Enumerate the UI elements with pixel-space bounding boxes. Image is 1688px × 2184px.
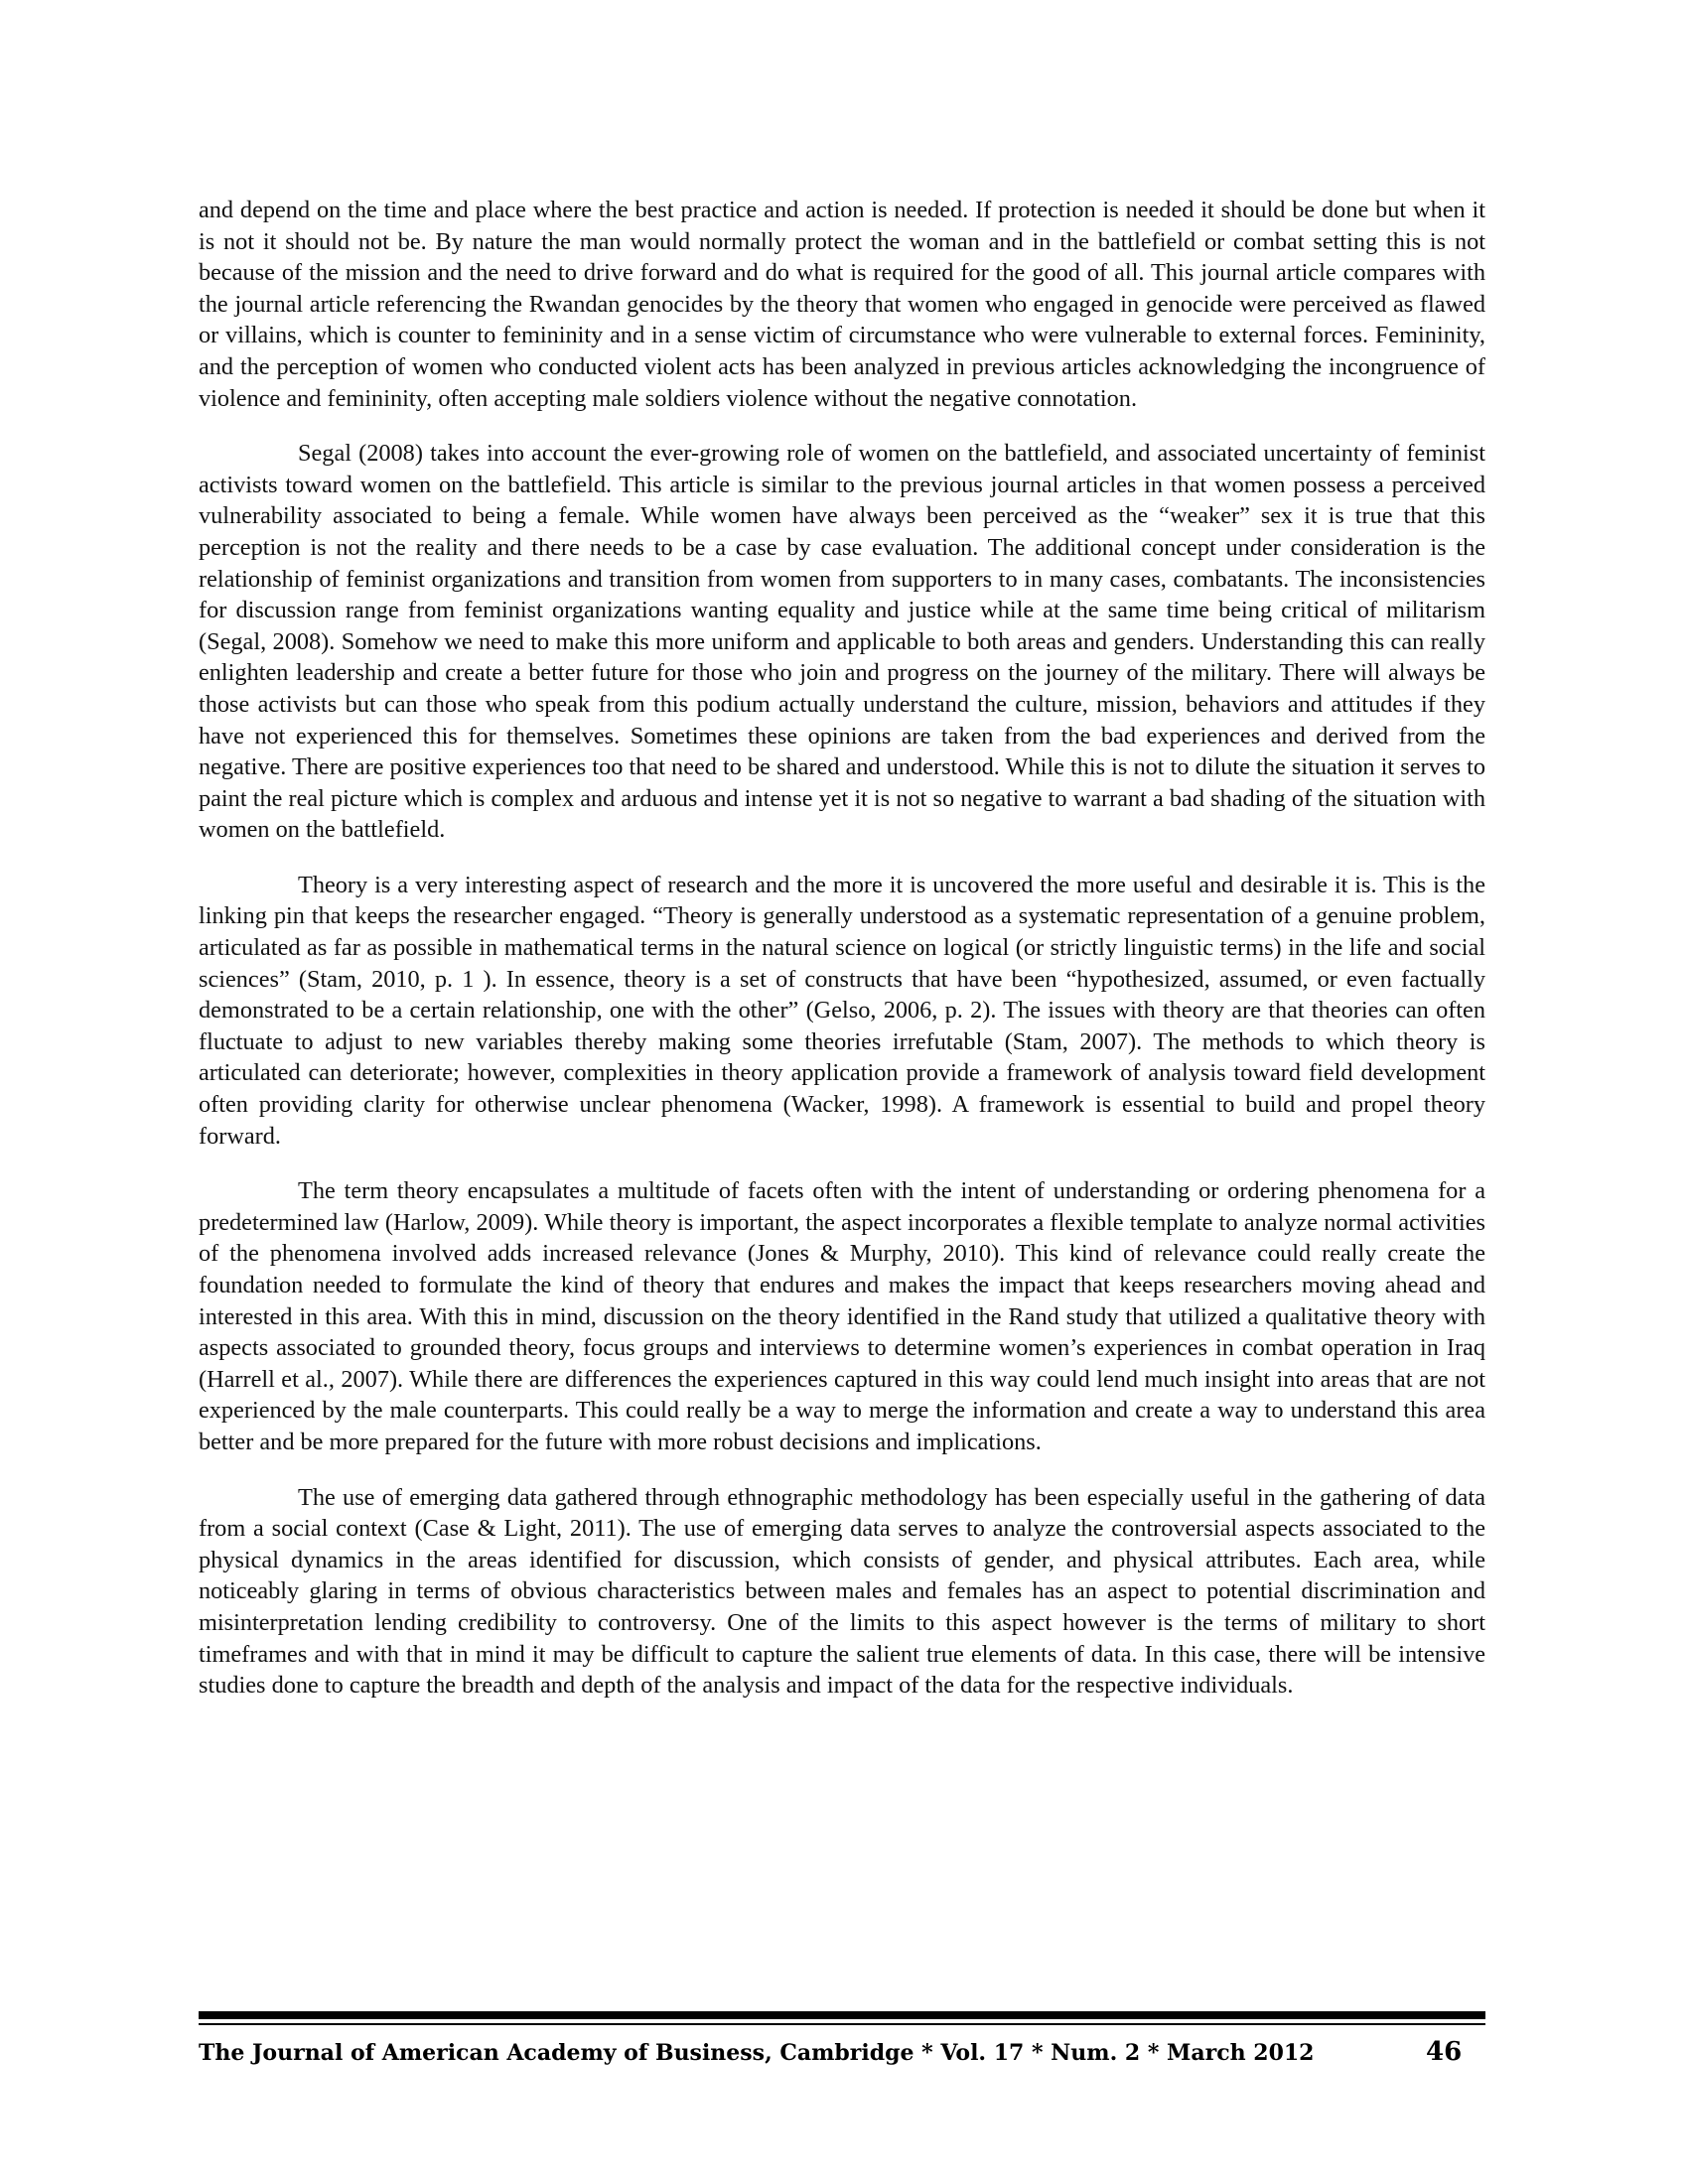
article-body: [199, 195, 1485, 1725]
paragraph-theory: Theory is a very interesting aspect of research and the more it is uncovered the more useful and desirable it is. This is the linking pin that keeps the researcher engaged. “Theory is generally understood as a systematic representation of a genuine problem, articulated as far as possible in mathematical terms in the natural science on logical (or strictly linguistic terms) in the life and social sciences” (Stam, 2010, p. 1 ). In essence, theory is a set of constructs that have been “hypothesized, assumed, or even factually demonstrated to be a certain relationship, one with the other” (Gelso, 2006, p. 2). The issues with theory are that theories can often fluctuate to adjust to new variables thereby making some theories irrefutable (Stam, 2007). The methods to which theory is articulated can deteriorate; however, complexities in theory application provide a framework of analysis toward field development often providing clarity for otherwise unclear phenomena (Wacker, 1998). A framework is essential to build and propel theory forward.: [199, 871, 1485, 1150]
footer-rule-thick: [199, 2011, 1485, 2019]
paragraph-segal: Segal (2008) takes into account the ever-growing role of women on the battlefield, and associated uncertainty of feminist activists toward women on the battlefield. This article is similar to the previous journal articles in that women possess a perceived vulnerability associated to being a female. While women have always been perceived as the “weaker” sex it is true that this perception is not the reality and there needs to be a case by case evaluation. The additional concept under consideration is the relationship of feminist organizations and transition from women from supporters to in many cases, combatants. The inconsistencies for discussion range from feminist organizations wanting equality and justice while at the same time being critical of militarism (Segal, 2008). Somehow we need to make this more uniform and applicable to both areas and genders. Understanding this can really enlighten leadership and create a better future for those who join and progress on the journey of the military. There will always be those activists but can those who speak from this podium actually understand the culture, mission, behaviors and attitudes if they have not experienced this for themselves. Sometimes these opinions are taken from the bad experiences and derived from the negative. There are positive experiences too that need to be shared and understood. While this is not to dilute the situation it serves to paint the real picture which is complex and arduous and intense yet it is not so negative to warrant a bad shading of the situation with women on the battlefield.: [199, 440, 1485, 844]
footer-journal-citation: The Journal of American Academy of Business, Cambridge * Vol. 17 * Num. 2 * March 2012: [199, 2040, 1315, 2066]
paragraph-term-theory: The term theory encapsulates a multitude of facets often with the intent of understanding or ordering phenomena for a predetermined law (Harlow, 2009). While theory is important, the aspect incorporates a flexible template to analyze normal activities of the phenomena involved adds increased relevance (Jones & Murphy, 2010). This kind of relevance could really create the foundation needed to formulate the kind of theory that endures and makes the impact that keeps researchers moving ahead and interested in this area. With this in mind, discussion on the theory identified in the Rand study that utilized a qualitative theory with aspects associated to grounded theory, focus groups and interviews to determine women’s experiences in combat operation in Iraq (Harrell et al., 2007). While there are differences the experiences captured in this way could lend much insight into areas that are not experienced by the male counterparts. This could really be a way to merge the information and create a way to understand this area better and be more prepared for the future with more robust decisions and implications.: [199, 1177, 1485, 1455]
footer-rule-thin: [199, 2023, 1485, 2025]
paragraph-continuation: and depend on the time and place where the best practice and action is needed. If protection is needed it should be done but when it is not it should not be. By nature the man would normally protect the woman and in the battlefield or combat setting this is not because of the mission and the need to drive forward and do what is required for the good of all. This journal article compares with the journal article referencing the Rwandan genocides by the theory that women who engaged in genocide were perceived as flawed or villains, which is counter to femininity and in a sense victim of circumstance who were vulnerable to external forces. Femininity, and the perception of women who conducted violent acts has been analyzed in previous articles acknowledging the incongruence of violence and femininity, often accepting male soldiers violence without the negative connotation.: [199, 197, 1485, 412]
paragraph-emerging-data: The use of emerging data gathered through ethnographic methodology has been especially useful in the gathering of data from a social context (Case & Light, 2011). The use of emerging data serves to analyze the controversial aspects associated to the physical dynamics in the areas identified for discussion, which consists of gender, and physical attributes. Each area, while noticeably glaring in terms of obvious characteristics between males and females has an aspect to potential discrimination and misinterpretation lending credibility to controversy. One of the limits to this aspect however is the terms of military to short timeframes and with that in mind it may be difficult to capture the salient true elements of data. In this case, there will be intensive studies done to capture the breadth and depth of the analysis and impact of the data for the respective individuals.: [199, 1483, 1485, 1700]
page-number: 46: [1426, 2037, 1463, 2067]
